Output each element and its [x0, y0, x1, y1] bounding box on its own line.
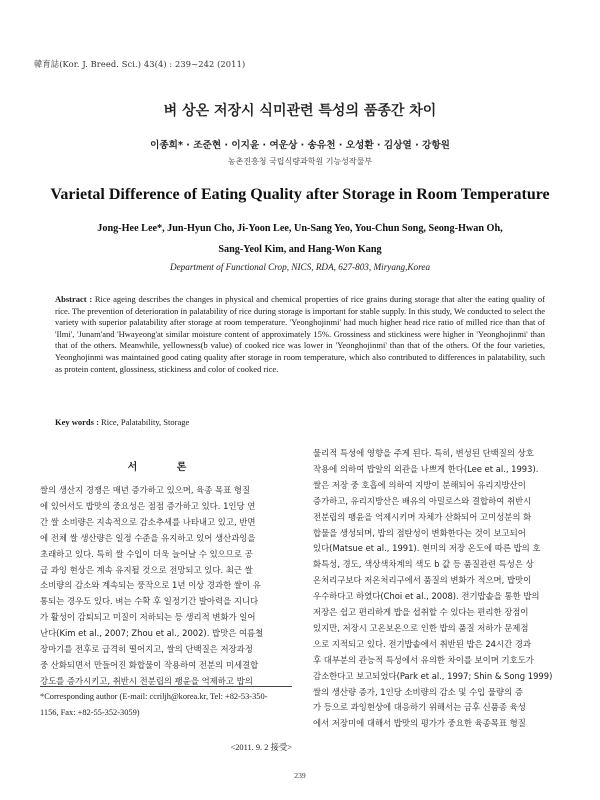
- body-text-line: 에서 저장미에 대해서 밥맛의 평가가 중요한 육종목표 형질: [313, 718, 526, 729]
- footnote-line-1: *Corresponding author (E-mail: ccriljh@korea.kr, Tel: +82-53-350-: [40, 692, 268, 701]
- body-text-line: 우수하다고 하였다(Choi et al., 2008). 전기밥솥을 통한 밥의: [313, 591, 540, 602]
- body-text-line: 가 활성이 감퇴되고 미질이 저하되는 등 생리적 변화가 일어: [40, 612, 256, 623]
- body-text-line: 쌀의 생산량 증가, 1인당 소비량의 감소 및 수입 물량의 증: [313, 686, 523, 697]
- authors-korean: 이종희* · 조준현 · 이지윤 · 여운상 · 송유천 · 오성환 · 김상열 · 강항원: [150, 140, 450, 151]
- body-text-line: 에 있어서도 밥맛의 중요성은 점점 증가하고 있다. 1인당 연: [40, 500, 256, 511]
- title-english: Varietal Difference of Eating Quality after Storage in Room Temperature: [50, 186, 550, 203]
- body-text-line: 작용에 의하여 밥알의 외관을 나쁘게 한다(Lee et al., 1993).: [313, 463, 539, 474]
- body-text-line: 으로 지적되고 있다. 전기밥솥에서 취반된 밥은 24시간 경과: [313, 638, 532, 649]
- page-number: 239: [294, 771, 306, 780]
- body-text-line: 온처리구보다 저온처리구에서 품질의 변화가 적으며, 밥맛이: [313, 575, 532, 586]
- body-text-line: 전분립의 팽윤을 억제시키며 자체가 산화되어 고미성분의 화: [313, 511, 532, 522]
- body-text-line: 에 전체 쌀 생산량은 일정 수준을 유지하고 있어 생산과잉을: [40, 532, 256, 543]
- abstract: [55, 294, 545, 375]
- body-text-line: 쌀은 저장 중 호흡에 의하여 지방이 분해되어 유리지방산이: [313, 479, 526, 490]
- body-text-line: 장마기를 전후로 급격히 떨어지고, 쌀의 단백질은 저장과정: [40, 644, 253, 654]
- section-heading-introduction: 서 론: [127, 462, 205, 473]
- body-text-line: 감소한다고 보고되었다(Park et al., 1997; Shin & Song 1999): [313, 670, 553, 681]
- footnote-line-2: 1156, Fax: +82-55-352-3059): [40, 708, 140, 717]
- authors-english-line-1: Jong-Hee Lee*, Jun-Hyun Cho, Ji-Yoon Lee, Un-Sang Yeo, You-Chun Song, Seong-Hwan Oh,: [97, 223, 503, 234]
- keywords-text: Rice, Palatability, Storage: [101, 417, 190, 427]
- body-text-line: 쌀의 생산지 경쟁은 매년 증가하고 있으며, 육종 목표 형질: [40, 485, 251, 495]
- body-text-line: 간 쌀 소비량은 지속적으로 감소추세를 나타내고 있고, 반면: [40, 516, 256, 527]
- keywords: [55, 417, 189, 427]
- authors-english: [0, 218, 600, 260]
- body-text-line: 물리적 특성에 영향을 주게 된다. 특히, 변성된 단백질의 상호: [313, 448, 534, 458]
- affiliation-english: Department of Functional Crop, NICS, RDA, 627-803, Miryang,Korea: [169, 262, 431, 272]
- body-text-line: 증가하고, 유리지방산은 배유의 아밀로스와 결합하여 취반시: [313, 495, 532, 506]
- body-text-line: 저장은 쉽고 편리하게 밥을 섭취할 수 있다는 편리한 장점이: [313, 607, 529, 617]
- title-korean: 벼 상온 저장시 식미관련 특성의 품종간 차이: [163, 103, 437, 119]
- body-text-line: 있지만, 저장시 고온보온으로 인한 밥의 품질 저하가 문제점: [313, 622, 529, 633]
- body-text-line: 화특성, 경도, 색상색차계의 색도 b 값 등 품질관련 특성은 상: [313, 559, 534, 570]
- body-text-line: 통되는 경우도 있다. 벼는 수확 후 일정기간 발아력을 지니다: [40, 596, 259, 607]
- body-text-line: 합물을 생성되며, 밥의 점탄성이 변화한다는 것이 보고되어: [313, 527, 526, 538]
- body-text-line: 난다(Kim et al., 2007; Zhou et al., 2002). 밥맛은 여름철: [40, 628, 264, 639]
- corresponding-author-footnote: [40, 689, 296, 721]
- authors-english-line-2: Sang-Yeol Kim, and Hang-Won Kang: [218, 244, 382, 255]
- journal-citation: 韓育誌(Kor. J. Breed. Sci.) 43(4) : 239~242 (2011): [34, 59, 246, 69]
- body-text-line: 중 산화되면서 만들어진 화합물이 작용하여 전분의 미세결합: [40, 659, 259, 670]
- body-text-line: 있다(Matsue et al., 1991). 현미의 저장 온도에 따른 밥의 호: [313, 543, 541, 554]
- body-text-line: 소비량의 감소와 계속되는 풍작으로 1년 이상 경과한 쌀이 유: [40, 580, 261, 591]
- keywords-label: Key words :: [55, 417, 99, 427]
- body-text-line: 가 등으로 과잉현상에 대응하기 위해서는 금후 신품종 육성: [313, 702, 526, 713]
- received-date: <2011. 9. 2 接受>: [230, 743, 292, 752]
- abstract-label: Abstract :: [55, 294, 93, 304]
- body-text-line: 후 대부분의 관능적 특성에서 유의한 차이를 보이며 기호도가: [313, 654, 534, 665]
- affiliation-korean: 농촌진흥청 국립식량과학원 기능성작물부: [227, 157, 373, 166]
- body-text-line: 급 과잉 현상은 계속 유지될 것으로 전망되고 있다. 최근 쌀: [40, 564, 253, 575]
- body-text-line: 초래하고 있다. 특히 쌀 수입이 더욱 늘어날 수 있으므로 공: [40, 548, 253, 559]
- abstract-text: Rice ageing describes the changes in physical and chemical properties of rice grains during storage that alter the eating quality of rice. The prevention of deterioration in palatability of rice during storage is important for stable supply. In this study, We conducted to select the variety with superior palatability after storage at room temperature. 'Yeonghojinmi' had much higher head rice ratio of milled rice than that of 'Ilmi', 'Junam'and 'Hwayeong'at similar moisture content of approximately 15%. Grossiness and stickiness were higher in 'Yeonghojinmi' than that of the others. Meanwhile, yellowness(b value) of cooked rice was lower in 'Yeonghojinmi' than that of the others. Of the four varieties, Yeonghojinmi was maintained good cating quality after storage in room temperature, which also contributed to differences in palatability, such as protein content, glossiness, stickiness and color of cooked rice.: [55, 294, 546, 374]
- body-text-line: 강도를 증가시키고, 취반시 전분립의 팽윤을 억제하고 밥의: [40, 675, 253, 686]
- footnote-divider: [40, 686, 292, 687]
